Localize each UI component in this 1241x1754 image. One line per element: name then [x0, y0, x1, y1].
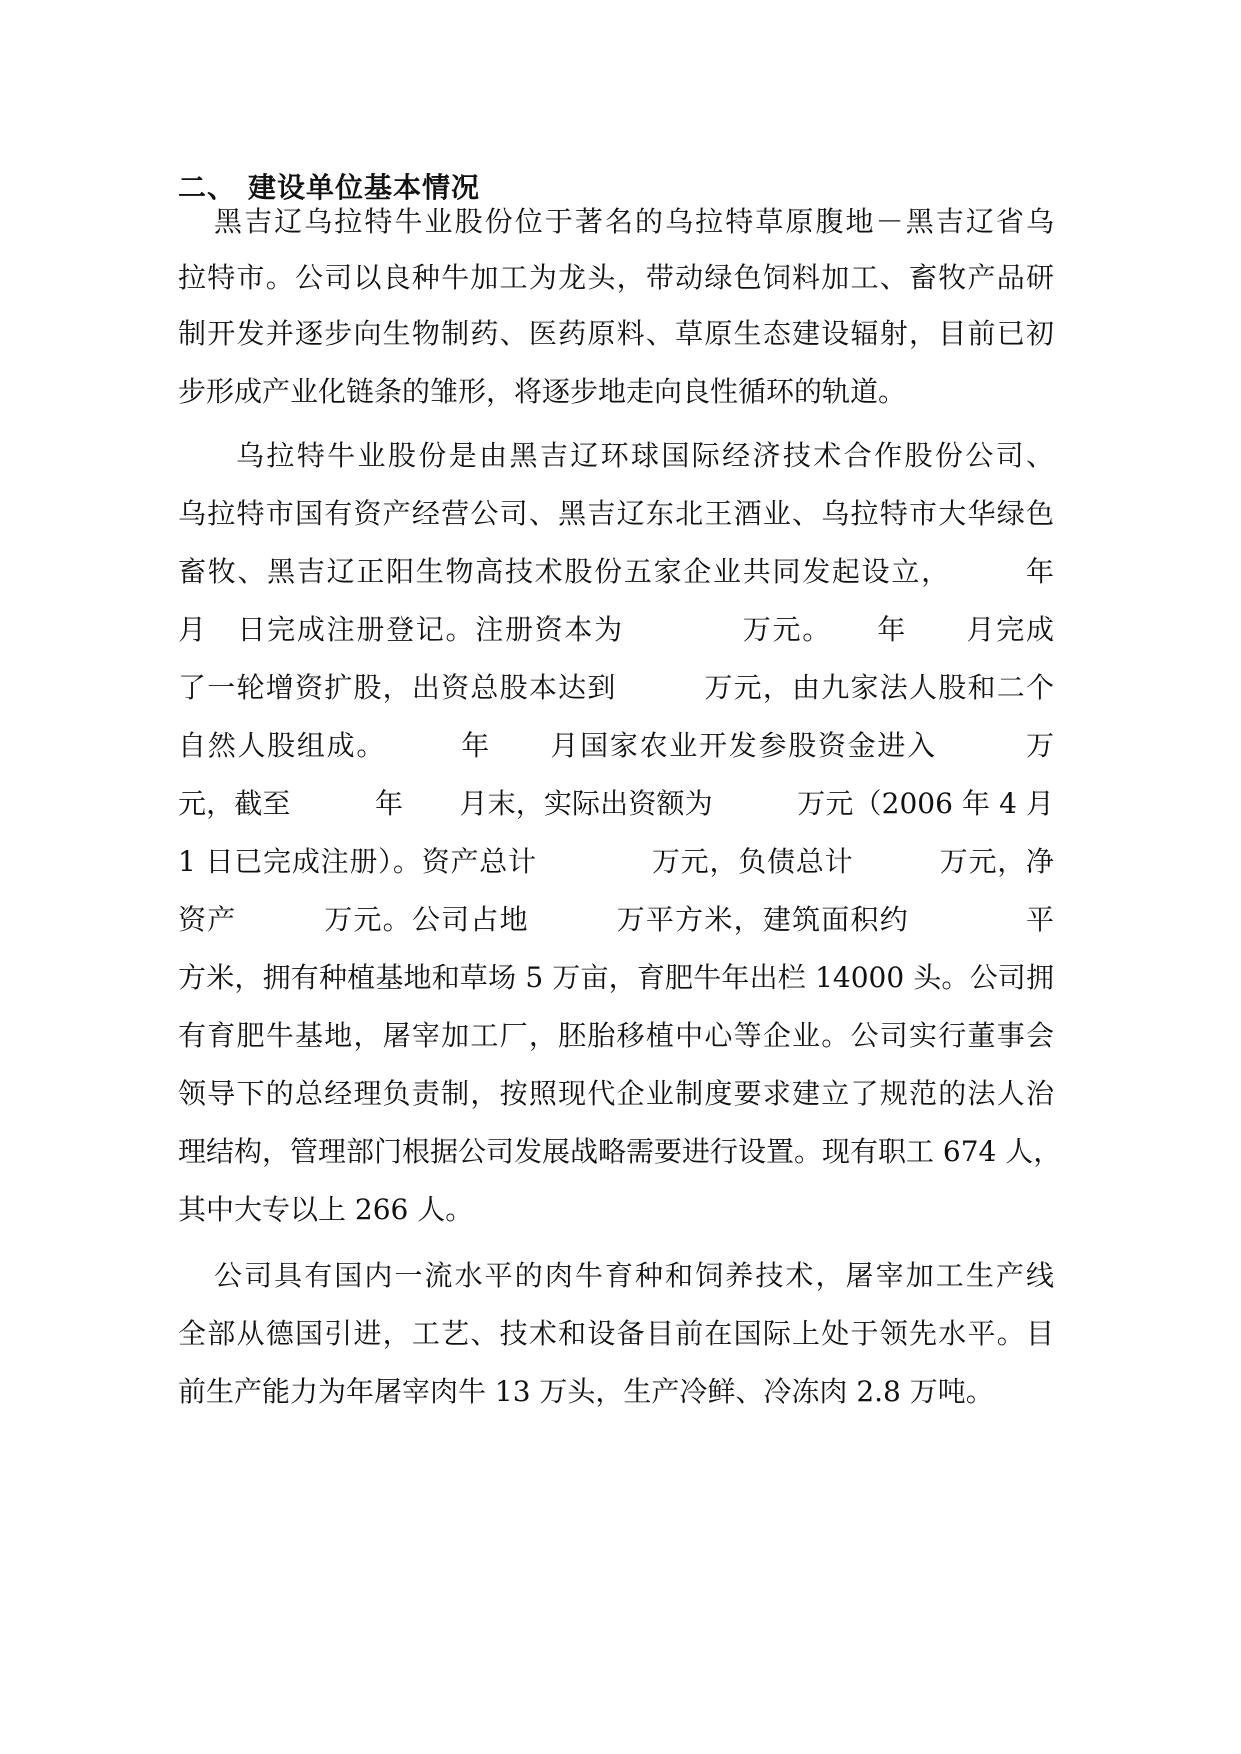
section-number: 二、 — [178, 171, 237, 204]
paragraph-line: 畜牧、黑吉辽正阳生物高技术股份五家企业共同发起设立， 年 — [178, 555, 1054, 588]
paragraph-line: 拉特市。公司以良种牛加工为龙头，带动绿色饲料加工、畜牧产品研 — [178, 261, 1054, 294]
paragraph-line: 领导下的总经理负责制，按照现代企业制度要求建立了规范的法人治 — [178, 1077, 1054, 1110]
paragraph-line: 方米，拥有种植基地和草场 5 万亩，育肥牛年出栏 14000 头。公司拥 — [178, 961, 1054, 994]
paragraph-line: 自然人股组成。 年 月国家农业开发参股资金进入 万 — [178, 729, 1054, 762]
paragraph-line: 公司具有国内一流水平的肉牛育种和饲养技术，屠宰加工生产线 — [214, 1259, 1054, 1292]
paragraph-line: 月 日完成注册登记。注册资本为 万元。 年 月完成 — [178, 613, 1054, 646]
paragraph-line: 了一轮增资扩股，出资总股本达到 万元，由九家法人股和二个 — [178, 671, 1054, 704]
paragraph-line: 前生产能力为年屠宰肉牛 13 万头，生产冷鲜、冷冻肉 2.8 万吨。 — [178, 1375, 994, 1408]
paragraph-line: 全部从德国引进，工艺、技术和设备目前在国际上处于领先水平。目 — [178, 1317, 1054, 1350]
paragraph-line: 步形成产业化链条的雏形，将逐步地走向良性循环的轨道。 — [178, 375, 907, 408]
paragraph-line: 乌拉特牛业股份是由黑吉辽环球国际经济技术合作股份公司、 — [236, 439, 1054, 472]
section-title: 建设单位基本情况 — [248, 171, 481, 204]
paragraph-line: 制开发并逐步向生物制药、医药原料、草原生态建设辐射，目前已初 — [178, 317, 1054, 350]
paragraph-line: 资产 万元。公司占地 万平方米，建筑面积约 平 — [178, 903, 1054, 936]
paragraph-line: 有育肥牛基地，屠宰加工厂，胚胎移植中心等企业。公司实行董事会 — [178, 1019, 1054, 1052]
paragraph-line: 1 日已完成注册）。资产总计 万元，负债总计 万元，净 — [178, 845, 1054, 878]
paragraph-line: 其中大专以上 266 人。 — [178, 1193, 474, 1226]
paragraph-line: 黑吉辽乌拉特牛业股份位于著名的乌拉特草原腹地－黑吉辽省乌 — [214, 205, 1054, 238]
paragraph-line: 理结构，管理部门根据公司发展战略需要进行设置。现有职工 674 人， — [178, 1135, 1062, 1168]
paragraph-line: 元，截至 年 月末，实际出资额为 万元（2006 年 4 月 — [178, 787, 1054, 820]
paragraph-line: 乌拉特市国有资产经营公司、黑吉辽东北王酒业、乌拉特市大华绿色 — [178, 497, 1054, 530]
